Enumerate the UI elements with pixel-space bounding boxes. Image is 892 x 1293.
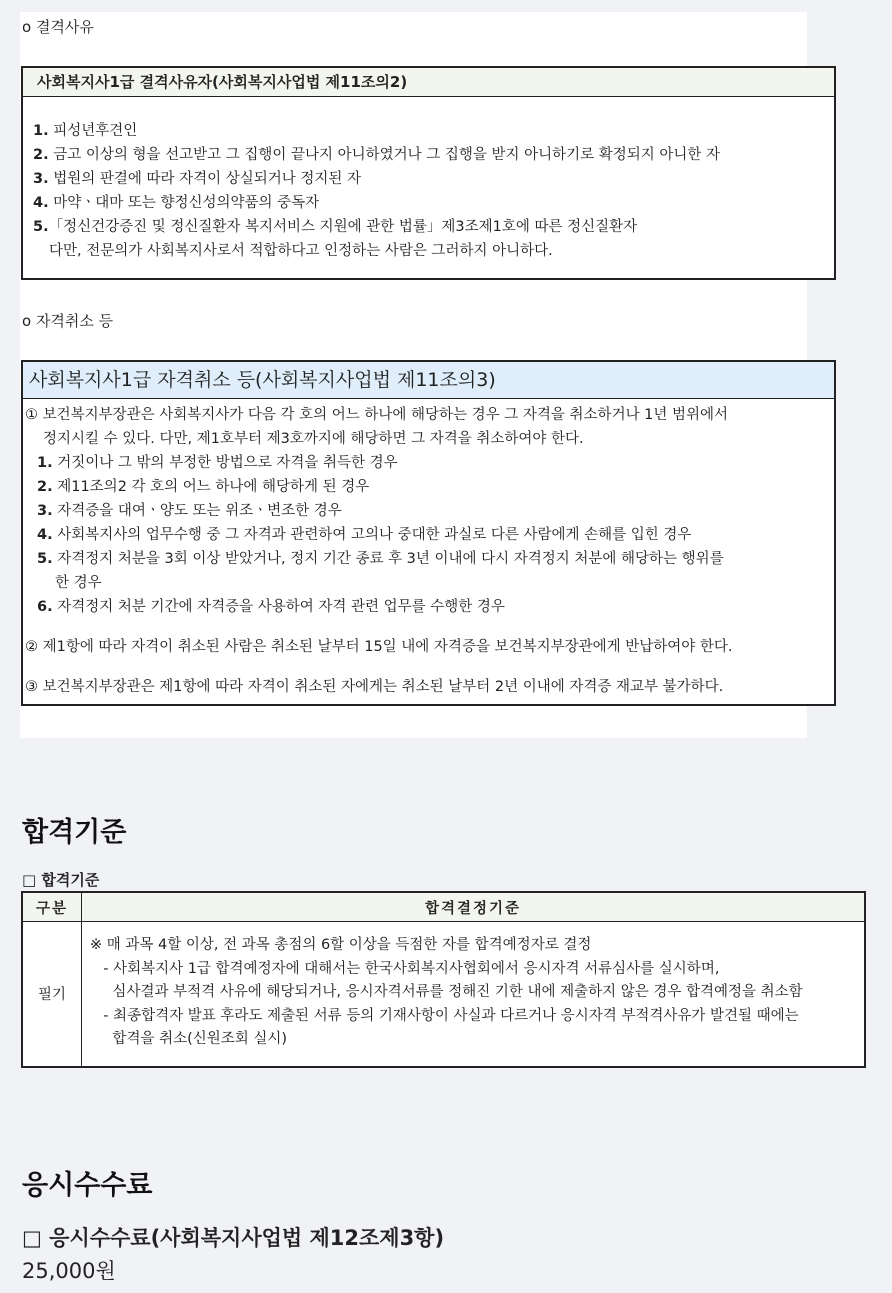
list-item: 1. 거짓이나 그 밖의 부정한 방법으로 자격을 취득한 경우 <box>37 455 398 471</box>
list-item: 5. 자격정지 처분을 3회 이상 받았거나, 정지 기간 종료 후 3년 이내에 다시 자격정지 처분에 해당하는 행위를 <box>37 551 724 567</box>
clause-1: ① 보건복지부장관은 사회복지사가 다음 각 호의 어느 하나에 해당하는 경우 그 자격을 취소하거나 1년 범위에서 <box>25 407 729 423</box>
clause-1-continuation: 정지시킬 수 있다. 다만, 제1호부터 제3호까지에 해당하면 그 자격을 취소하여야 한다. <box>43 431 584 447</box>
pass-criteria-table <box>21 891 866 1068</box>
list-item: 6. 자격정지 처분 기간에 자격증을 사용하여 자격 관련 업무를 수행한 경우 <box>37 599 505 615</box>
disqualification-bullet: o 결격사유 <box>22 18 94 36</box>
fee-amount: 25,000원 <box>22 1259 116 1283</box>
revocation-box <box>21 360 836 706</box>
list-item: 5.「정신건강증진 및 정신질환자 복지서비스 지원에 관한 법률」제3조제1호에 따른 정신질환자 <box>33 219 638 235</box>
list-item: 2. 제11조의2 각 호의 어느 하나에 해당하게 된 경우 <box>37 479 370 495</box>
column-header-category: 구분 <box>22 892 82 922</box>
fee-subtitle: □ 응시수수료(사회복지사업법 제12조제3항) <box>22 1226 445 1250</box>
row-category: 필기 <box>22 922 82 1067</box>
criteria-line: - 최종합격자 발표 후라도 제출된 서류 등의 기재사항이 사실과 다르거나 응시자격 부적격사유가 발견될 때에는 <box>94 1007 799 1024</box>
table-header-row <box>22 892 865 922</box>
list-item: 2. 금고 이상의 형을 선고받고 그 집행이 끝나지 아니하였거나 그 집행을 받지 아니하기로 확정되지 아니한 자 <box>33 147 721 163</box>
row-criteria <box>82 922 866 1067</box>
column-header-criteria: 합격결정기준 <box>82 892 866 922</box>
list-item: 3. 자격증을 대여ㆍ양도 또는 위조ㆍ변조한 경우 <box>37 503 342 519</box>
revocation-box-title: 사회복지사1급 자격취소 등(사회복지사업법 제11조의3) <box>23 362 834 399</box>
clause-3: ③ 보건복지부장관은 제1항에 따라 자격이 취소된 자에게는 취소된 날부터 2년 이내에 자격증 재교부 불가하다. <box>25 679 724 695</box>
disqualification-box <box>21 66 836 280</box>
pass-criteria-heading: 합격기준 <box>22 817 127 848</box>
list-item: 4. 사회복지사의 업무수행 중 그 자격과 관련하여 고의나 중대한 과실로 다른 사람에게 손해를 입힌 경우 <box>37 527 692 543</box>
list-item-continuation: 다만, 전문의가 사회복지사로서 적합하다고 인정하는 사람은 그러하지 아니하다. <box>49 243 553 259</box>
table-row <box>22 922 865 1067</box>
revocation-bullet: o 자격취소 등 <box>22 312 114 330</box>
clause-2: ② 제1항에 따라 자격이 취소된 사람은 취소된 날부터 15일 내에 자격증을 보건복지부장관에게 반납하여야 한다. <box>25 639 733 655</box>
disqualification-box-title: 사회복지사1급 결격사유자(사회복지사업법 제11조의2) <box>23 68 834 97</box>
criteria-line: 합격을 취소(신원조회 실시) <box>94 1031 288 1047</box>
list-item: 3. 법원의 판결에 따라 자격이 상실되거나 정지된 자 <box>33 171 362 187</box>
list-item: 4. 마약ㆍ대마 또는 향정신성의약품의 중독자 <box>33 195 320 211</box>
pass-criteria-subtitle: □ 합격기준 <box>22 871 100 889</box>
fee-heading: 응시수수료 <box>22 1170 153 1201</box>
criteria-line: - 사회복지사 1급 합격예정자에 대해서는 한국사회복지사협회에서 응시자격 서류심사를 실시하며, <box>94 960 720 977</box>
list-item-continuation: 한 경우 <box>55 575 102 591</box>
criteria-line: ※ 매 과목 4할 이상, 전 과목 총점의 6할 이상을 득점한 자를 합격예정자로 결정 <box>90 937 592 953</box>
disqualification-list <box>23 97 834 263</box>
criteria-line: 심사결과 부적격 사유에 해당되거나, 응시자격서류를 정해진 기한 내에 제출하지 않은 경우 합격예정을 취소함 <box>94 984 803 1000</box>
list-item: 1. 피성년후견인 <box>33 123 138 139</box>
